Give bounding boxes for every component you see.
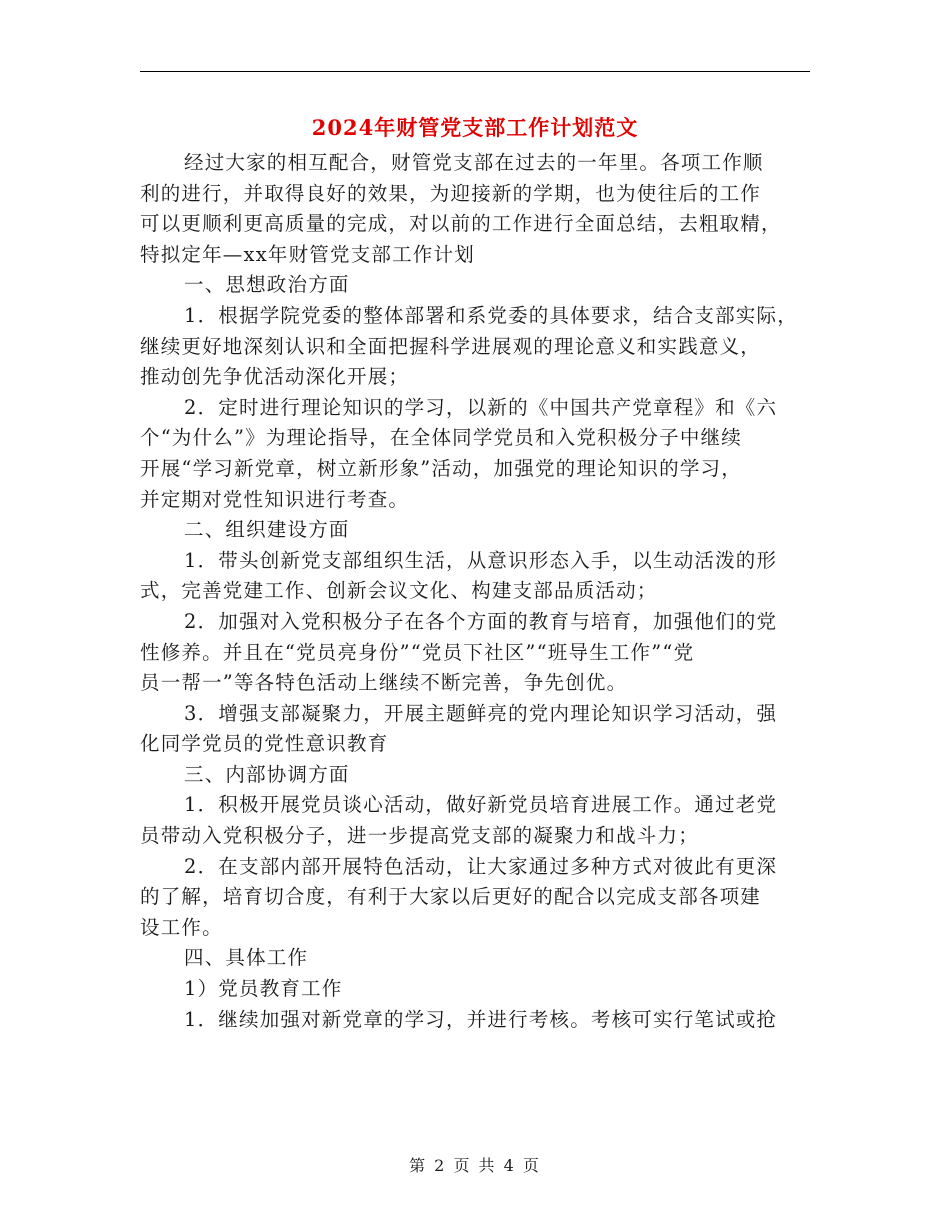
body-line: 的了解，培育切合度，有利于大家以后更好的配合以完成支部各项建 bbox=[140, 885, 762, 909]
body-line: 式，完善党建工作、创新会议文化、构建支部品质活动； bbox=[140, 579, 658, 603]
body-line: 设工作。 bbox=[140, 915, 223, 939]
body-line: 2．在支部内部开展特色活动，让大家通过多种方式对彼此有更深 bbox=[184, 854, 778, 878]
body-line: 3．增强支部凝聚力，开展主题鲜亮的党内理论知识学习活动，强 bbox=[184, 701, 778, 725]
body-line: 1．根据学院党委的整体部署和系党委的具体要求，结合支部实际， bbox=[184, 303, 798, 327]
body-line: 员一帮一”等各特色活动上继续不断完善，争先创优。 bbox=[140, 671, 628, 695]
body-line: 2．加强对入党积极分子在各个方面的教育与培育，加强他们的党 bbox=[184, 609, 778, 633]
body-line: 2．定时进行理论知识的学习，以新的《中国共产党章程》和《六 bbox=[184, 395, 778, 419]
body-line: 利的进行，并取得良好的效果，为迎接新的学期，也为使往后的工作 bbox=[140, 181, 762, 205]
body-line: 推动创先争优活动深化开展； bbox=[140, 365, 410, 389]
body-line: 性修养。并且在“党员亮身份”“党员下社区”“班导生工作”“党 bbox=[140, 640, 695, 664]
section-heading: 三、内部协调方面 bbox=[184, 762, 350, 786]
body-line: 个“为什么”》为理论指导，在全体同学党员和入党积极分子中继续 bbox=[140, 426, 742, 450]
body-line: 1．积极开展党员谈心活动，做好新党员培育进展工作。通过老党 bbox=[184, 793, 778, 817]
section-heading: 二、组织建设方面 bbox=[184, 518, 350, 542]
document-title: 2024年财管党支部工作计划范文 bbox=[311, 115, 639, 140]
body-line: 并定期对党性知识进行考查。 bbox=[140, 487, 410, 511]
header-rule bbox=[140, 71, 810, 72]
page-number-footer: 第 2 页 共 4 页 bbox=[409, 1156, 541, 1175]
body-line: 继续更好地深刻认识和全面把握科学进展观的理论意义和实践意义， bbox=[140, 334, 762, 358]
section-heading: 四、具体工作 bbox=[184, 946, 309, 970]
subsection-heading: 1）党员教育工作 bbox=[184, 977, 343, 1001]
body-line: 员带动入党积极分子，进一步提高党支部的凝聚力和战斗力； bbox=[140, 824, 699, 848]
body-line: 化同学党员的党性意识教育 bbox=[140, 732, 389, 756]
body-line: 特拟定年—xx年财管党支部工作计划 bbox=[140, 242, 475, 266]
body-line: 开展“学习新党章，树立新形象”活动，加强党的理论知识的学习， bbox=[140, 456, 742, 480]
body-line: 可以更顺利更高质量的完成，对以前的工作进行全面总结，去粗取精， bbox=[140, 212, 782, 236]
body-line: 1．继续加强对新党章的学习，并进行考核。考核可实行笔试或抢 bbox=[184, 1007, 778, 1031]
document-body bbox=[140, 148, 820, 1035]
section-heading: 一、思想政治方面 bbox=[184, 273, 350, 297]
body-line: 经过大家的相互配合，财管党支部在过去的一年里。各项工作顺 bbox=[184, 151, 764, 174]
body-line: 1．带头创新党支部组织生活，从意识形态入手，以生动活泼的形 bbox=[184, 548, 778, 572]
